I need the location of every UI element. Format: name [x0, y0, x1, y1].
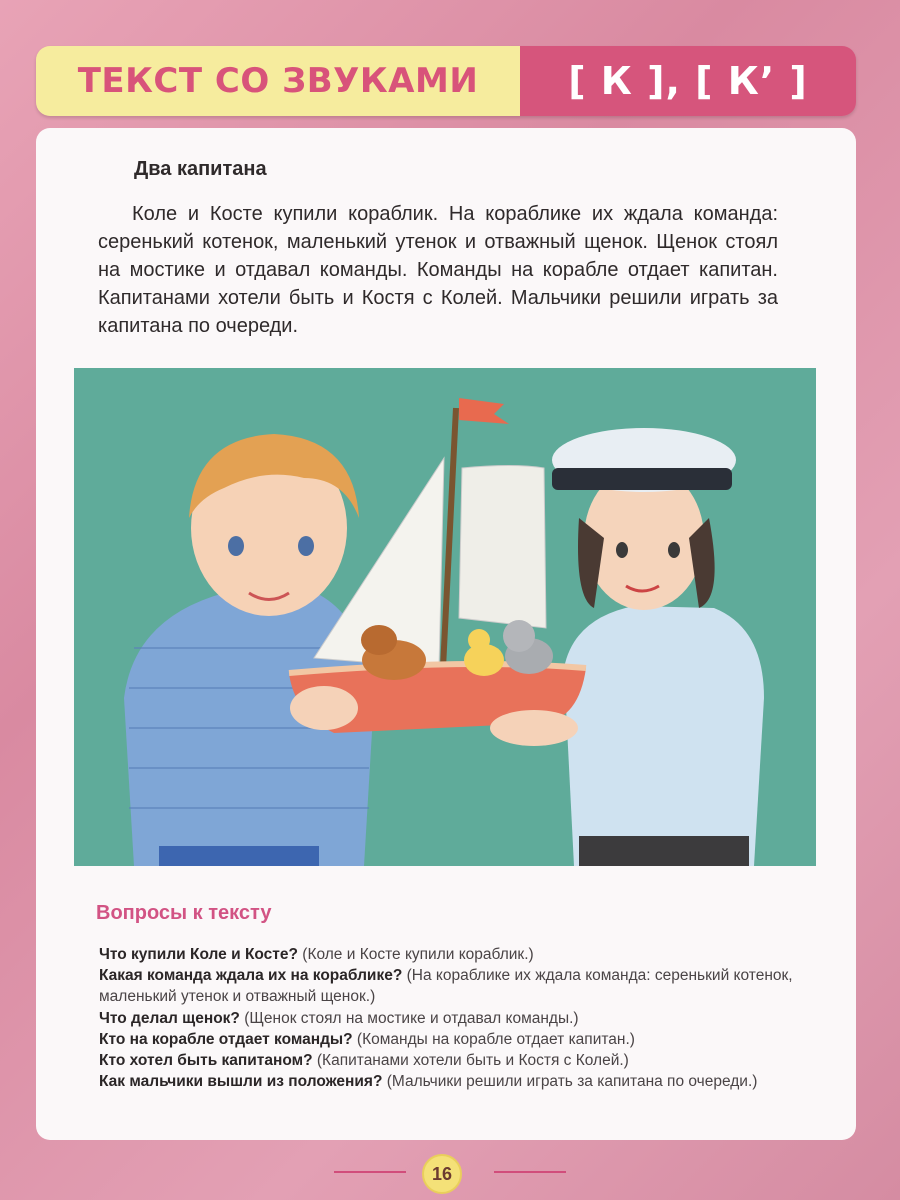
story-illustration [74, 368, 816, 866]
section-header [36, 46, 856, 116]
question-text: Кто на корабле отдает команды? [99, 1030, 353, 1048]
questions-list [99, 944, 819, 1092]
question-text: Что купили Коле и Косте? [99, 946, 298, 963]
question-item [99, 1071, 819, 1092]
question-item [99, 1029, 819, 1050]
answer-text: (Мальчики решили играть за капитана по очереди.) [382, 1073, 758, 1091]
answer-text: (Капитанами хотели быть и Костя с Колей.) [312, 1052, 629, 1070]
footer-divider-left [334, 1171, 406, 1173]
footer-divider-right [494, 1171, 566, 1173]
answer-text: (На кораблике их ждала команда: серенький котенок, маленький утенок и отважный щенок.) [99, 967, 793, 1006]
story-text: Коле и Косте купили кораблик. На кораблике их ждала команда: серенький котенок, маленький утенок и отважный щенок. Щенок стоял на мостике и отдавал команды. Команды на корабле отдает капитан. Капитанами хотели быть и Костя с Колей. Мальчики решили играть за капитана по очереди. [98, 203, 778, 337]
question-text: Что делал щенок? [99, 1009, 240, 1027]
question-text: Как мальчики вышли из положения? [99, 1073, 383, 1091]
page-number-footer [330, 1152, 570, 1192]
question-item [99, 965, 819, 1007]
question-text: Кто хотел быть капитаном? [99, 1052, 313, 1070]
header-sounds-panel [520, 46, 856, 116]
header-sounds: [ К ], [ К’ ] [568, 59, 808, 103]
answer-text: (Коле и Косте купили кораблик.) [297, 946, 534, 963]
question-item [99, 944, 819, 965]
answer-text: (Щенок стоял на мостике и отдавал команды.) [239, 1009, 579, 1027]
story-title: Два капитана [134, 158, 267, 180]
header-title-panel [36, 46, 520, 116]
question-item [99, 1050, 819, 1071]
boys-with-boat-illustration [74, 368, 816, 866]
question-item [99, 1008, 819, 1029]
questions-title: Вопросы к тексту [96, 902, 272, 924]
answer-text: (Команды на корабле отдает капитан.) [352, 1030, 635, 1048]
question-text: Какая команда ждала их на кораблике? [99, 967, 403, 985]
page-number: 16 [422, 1154, 462, 1194]
header-title: ТЕКСТ СО ЗВУКАМИ [77, 61, 479, 101]
